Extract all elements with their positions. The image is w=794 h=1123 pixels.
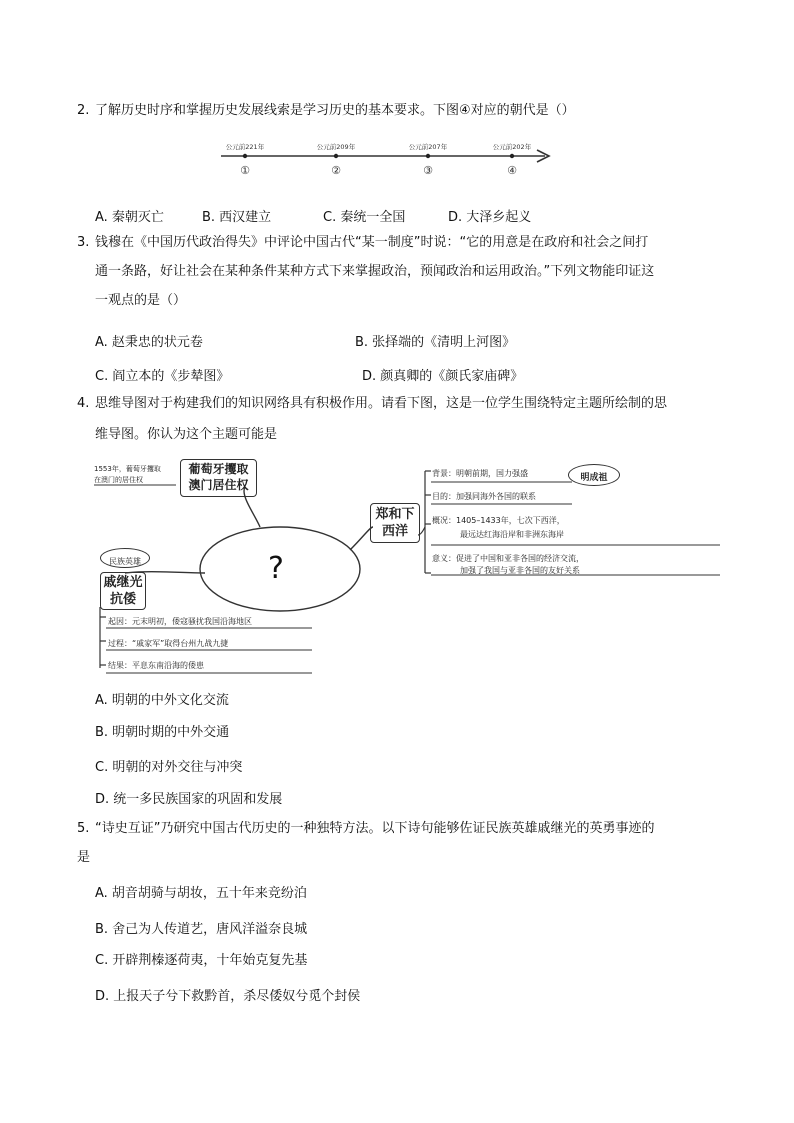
qijiguang-callout (100, 548, 150, 568)
q3-option-d[interactable]: D. 颜真卿的《颜氏家庙碑》 (362, 369, 524, 384)
zhenghe-row-overview-line-2: 最远达红海沿岸和非洲东海岸 (460, 530, 564, 539)
q2-option-b[interactable]: B. 西汉建立 (202, 210, 272, 225)
timeline-year-1: 公元前221年 (225, 143, 265, 151)
q4-option-a[interactable]: A. 明朝的中外文化交流 (95, 693, 229, 708)
zhenghe-row-overview-line-1: 概况：1405–1433年，七次下西洋， (432, 516, 565, 525)
q2-option-a[interactable]: A. 秦朝灭亡 (95, 210, 164, 225)
q4-option-d[interactable]: D. 统一多民族国家的巩固和发展 (95, 792, 283, 807)
zhenghe-row-significance-line-2: 加强了我国与亚非各国的友好关系 (460, 566, 580, 575)
timeline-dot-4 (510, 154, 514, 158)
zhenghe-row-purpose: 目的：加强同海外各国的联系 (432, 492, 536, 501)
q2-stem: 了解历史时序和掌握历史发展线索是学习历史的基本要求。下图④对应的朝代是（） (95, 103, 575, 118)
qijiguang-row-process: 过程：“戚家军”取得台州九战九捷 (108, 639, 229, 648)
portugal-note-line-1: 1553年，葡萄牙攫取 (94, 465, 161, 473)
portugal-note-line-2: 在澳门的居住权 (94, 476, 143, 484)
q5-option-a[interactable]: A. 胡音胡骑与胡妆，五十年来竞纷泊 (95, 886, 307, 901)
timeline-marker-4: ④ (507, 164, 517, 177)
q3-option-c[interactable]: C. 阎立本的《步辇图》 (95, 369, 230, 384)
timeline-dot-3 (426, 154, 430, 158)
zhenghe-callout-text: 明成祖 (580, 473, 608, 483)
portugal-title-line-1: 葡萄牙攫取 (188, 462, 249, 476)
q2-option-d[interactable]: D. 大泽乡起义 (448, 210, 532, 225)
zhenghe-title-line-1: 郑和下 (375, 507, 415, 522)
q5-option-d[interactable]: D. 上报天子兮下救黔首，杀尽倭奴兮觅个封侯 (95, 989, 361, 1004)
q3-stem-line-2: 通一条路，好让社会在某种条件某种方式下来掌握政治，预闻政治和运用政治。”下列文物能印证这 (95, 264, 655, 279)
timeline-year-2: 公元前209年 (316, 143, 356, 151)
qijiguang-node (100, 572, 146, 610)
mindmap-center-mark: ? (268, 551, 284, 586)
q3-stem-line-1: 钱穆在《中国历代政治得失》中评论中国古代“某一制度”时说：“它的用意是在政府和社会之间打 (95, 235, 649, 250)
q4-option-b[interactable]: B. 明朝时期的中外交通 (95, 725, 230, 740)
q3-stem-line-3: 一观点的是（） (95, 293, 187, 308)
zhenghe-title-line-2: 西洋 (381, 524, 408, 539)
q4-stem-line-1: 思维导图对于构建我们的知识网络具有积极作用。请看下图，这是一位学生围绕特定主题所绘制的思 (95, 396, 668, 411)
zhenghe-callout (568, 464, 620, 486)
timeline-year-3: 公元前207年 (408, 143, 448, 151)
q5-stem-line-1: “诗史互证”乃研究中国古代历史的一种独特方法。以下诗句能够佐证民族英雄戚继光的英勇事迹的 (95, 821, 655, 836)
qijiguang-callout-text: 民族英雄 (109, 557, 141, 566)
q4-stem-line-2: 维导图。你认为这个主题可能是 (95, 427, 278, 442)
q4-option-c[interactable]: C. 明朝的对外交往与冲突 (95, 760, 243, 775)
q5-option-b[interactable]: B. 舍己为人传道艺，唐风洋溢奈良城 (95, 922, 308, 937)
q2-number: 2. (77, 103, 90, 118)
portugal-node (180, 459, 257, 497)
qijiguang-row-result: 结果：平息东南沿海的倭患 (108, 661, 204, 670)
timeline-marker-1: ① (240, 164, 250, 177)
timeline-dot-1 (243, 154, 247, 158)
q2-option-c[interactable]: C. 秦统一全国 (323, 210, 406, 225)
q4-number: 4. (77, 396, 90, 411)
q5-number: 5. (77, 821, 90, 836)
q2-timeline (215, 138, 560, 180)
qijiguang-row-cause: 起因：元末明初，倭寇骚扰我国沿海地区 (108, 617, 252, 626)
q5-stem-line-2: 是 (77, 850, 91, 865)
qijiguang-title-line-1: 戚继光 (103, 575, 143, 590)
q3-option-a[interactable]: A. 赵秉忠的状元卷 (95, 335, 203, 350)
q5-option-c[interactable]: C. 开辟荆榛逐荷夷，十年始克复先基 (95, 953, 308, 968)
q3-number: 3. (77, 235, 90, 250)
timeline-dot-2 (334, 154, 338, 158)
timeline-marker-2: ② (331, 164, 341, 177)
portugal-title-line-2: 澳门居住权 (188, 478, 249, 492)
timeline-marker-3: ③ (423, 164, 433, 177)
mindmap (80, 455, 720, 680)
qijiguang-title-line-2: 抗倭 (109, 592, 136, 607)
zhenghe-row-background: 背景：明朝前期，国力强盛 (432, 469, 528, 478)
zhenghe-row-significance-line-1: 意义：促进了中国和亚非各国的经济交流， (432, 554, 584, 563)
timeline-year-4: 公元前202年 (492, 143, 532, 151)
zhenghe-node (370, 503, 420, 543)
q3-option-b[interactable]: B. 张择端的《清明上河图》 (355, 335, 516, 350)
